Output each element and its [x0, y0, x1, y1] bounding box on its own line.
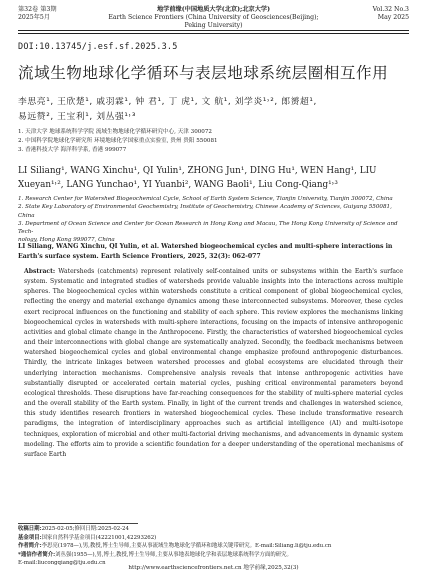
header-rule-thin	[18, 33, 409, 34]
affiliation: 3. Department of Ocean Science and Center for Ocean Research in Hong Kong and Macau, The Hong Kong University of Science and Tech-	[18, 220, 398, 236]
journal-name-cn: 地学前缘(中国地质大学(北京);北京大学)	[157, 6, 270, 13]
abstract-label: Abstract:	[24, 268, 56, 275]
article-title-cn: 流域生物地球化学循环与表层地球系统层圈相互作用	[18, 64, 389, 82]
header-left	[18, 6, 57, 22]
affiliations-en	[18, 195, 409, 245]
volume-cn: 第32卷 第3期	[18, 6, 57, 13]
affiliation: 3. 香港科技大学 海洋科学系, 香港 999077	[18, 147, 127, 153]
footnote-rule	[18, 523, 138, 524]
volume-en: Vol.32 No.3	[372, 6, 409, 13]
authors-cn-line: 李思亮¹, 王欣楚¹, 戚羽霖¹, 钟 君¹, 丁 虎¹, 文 航¹, 刘学炎¹˒², 郎赟超¹,	[18, 97, 317, 107]
footnote-text: 李思亮(1978—),男,教授,博士生导师,主要从事流域生物地球化学循环和地球关键带研究。E-mail:Siliang.li@tju.edu.cn	[41, 543, 332, 550]
footnote-text: E-mail:liucongqiang@tju.edu.cn	[18, 560, 106, 567]
affiliations-cn	[18, 128, 218, 155]
footnotes	[18, 525, 409, 568]
footnote-text: 国家自然科学基金项目(42221001,42293262)	[41, 534, 157, 541]
affiliation: 2. State Key Laboratory of Environmental Geochemistry, Institute of Geochemistry, Chinese Academy of Sciences, Guiyang 550081, China	[18, 204, 392, 219]
date-en: May 2025	[377, 14, 409, 21]
footnote	[18, 542, 409, 551]
header-rule	[18, 30, 409, 31]
header-center	[98, 6, 329, 30]
doi: DOI:10.13745/j.esf.sf.2025.3.5	[18, 42, 178, 52]
footnote-label: 基金项目:	[18, 534, 42, 541]
header-right	[373, 6, 409, 22]
footnote	[18, 551, 409, 560]
footnote	[18, 525, 409, 534]
footnote-text: 刘丛强(1955—),男,博士,教授,博士生导师,主要从事地表地球化学和表层地球系统科学方面的研究。	[55, 551, 292, 558]
date-cn: 2025年5月	[18, 14, 51, 21]
authors-cn-line: 易远赞², 王宝利¹, 刘丛强¹˒³	[18, 112, 136, 122]
affiliation: 2. 中国科学院地球化学研究所 环境地球化学国家重点实验室, 贵州 贵阳 550081	[18, 138, 218, 144]
authors-en: LI Siliang¹, WANG Xinchu¹, QI Yulin¹, ZHONG Jun¹, DING Hu¹, WEN Hang¹, LIU Xueyan¹˒², LANG Yunchao¹, YI Yuanbi², WANG Baoli¹, Liu Cong-Qiang¹˒³	[18, 166, 377, 190]
footnote-label: 收稿日期:	[18, 526, 42, 532]
journal-name-en: Earth Science Frontiers (China University of Geosciences(Beijing); Peking University)	[108, 14, 319, 29]
abstract-text: Watersheds (catchments) represent relatively self-contained units or subsystems within the Earth's surface system. Systematic and integrated studies of watersheds provide valuable insights into the interactions across multiple spheres. The biogeochemical cycles within watersheds constitute a critical component of global biogeochemical cycles, reflecting the energy and material exchange dynamics among these interconnected subsystems. Moreover, these cycles exert reciprocal influences on the functioning and stability of each sphere. This review explores the mechanisms linking biogeochemical cycles in watersheds with multi-sphere interactions, focusing on the impacts of intensive anthropogenic activities and global climate change in the Anthropocene. Firstly, the characteristics of watershed biogeochemical cycles and their interconnections with global change are systematically analyzed. Secondly, the feedback mechanisms between watershed biogeochemical cycles and global environmental change emphasize profound anthropogenic disturbances. Thirdly, the intricate linkages between watershed processes and global ecosystems are elucidated through their underlying interaction mechanisms. Comprehensive analysis reveals that intense anthropogenic activities have substantially disrupted or accelerated certain material cycles, pushing critical environmental parameters beyond ecological thresholds. These disruptions have far-reaching consequences for the stability of multi-sphere material cycles and the overall stability of the Earth system. Finally, in light of the current trends and challenges in watershed science, this study identifies research frontiers in watershed biogeochemical cycles. These include transformative research paradigms, the integration of interdisciplinary approaches such as artificial intelligence (AI) and multi-isotope techniques, exploration of microbial and other multi-factorial driving mechanisms, and advancements in dynamic system modeling. The efforts aim to provide a scientific foundation for a deeper understanding of the operational mechanisms of surface Earth	[24, 268, 403, 458]
affiliation: nology, Hong Kong 999077, China	[18, 237, 115, 244]
footnote-label: *通信作者简介:	[18, 551, 56, 558]
footnote-text: 2025-02-05;修回日期:2025-02-24	[41, 526, 129, 532]
footnote-label: 作者简介:	[18, 543, 42, 550]
abstract	[24, 267, 403, 460]
page-footer: http://www.earthsciencefrontiers.net.cn 地学前缘,2025,32(3)	[128, 565, 299, 571]
citation: LI Siliang, WANG Xinchu, QI Yulin, et al. Watershed biogeochemical cycles and multi-sphere interactions in Earth's surface system. Earth Science Frontiers, 2025, 32(3): 062-077	[18, 243, 393, 260]
affiliation: 1. Research Center for Watershed Biogeochemical Cycle, School of Earth System Science, Tianjin University, Tianjin 300072, China	[18, 196, 393, 202]
footnote	[18, 534, 409, 543]
affiliation: 1. 天津大学 地球系统科学学院 流域生物地球化学循环研究中心, 天津 300072	[18, 129, 212, 135]
authors-cn	[18, 95, 409, 125]
